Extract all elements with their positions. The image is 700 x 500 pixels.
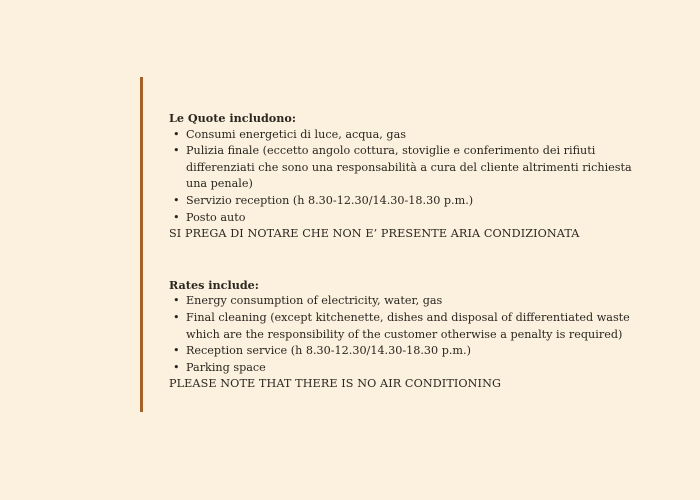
list-item-text: Consumi energetici di luce, acqua, gas — [186, 127, 406, 141]
list-item-text: Posto auto — [186, 210, 246, 224]
bullet-icon: • — [173, 310, 180, 324]
list-item — [169, 193, 649, 210]
bullet-icon: • — [173, 210, 180, 224]
italian-title: Le Quote includono: — [169, 111, 296, 125]
rates-info — [169, 110, 649, 393]
italian-list — [169, 127, 649, 227]
list-item-text: Pulizia finale (eccetto angolo cottura, stoviglie e conferimento dei rifiuti differenziati che sono una responsabilità a cura del cliente altrimenti richiesta una penale) — [186, 144, 632, 191]
list-item — [169, 293, 649, 310]
english-list — [169, 293, 649, 376]
section-spacer — [169, 243, 649, 277]
bullet-icon: • — [173, 294, 180, 308]
italian-note: SI PREGA DI NOTARE CHE NON E’ PRESENTE ARIA CONDIZIONATA — [169, 227, 580, 241]
bullet-icon: • — [173, 344, 180, 358]
list-item — [169, 360, 649, 377]
english-note: PLEASE NOTE THAT THERE IS NO AIR CONDITIONING — [169, 377, 502, 391]
bullet-icon: • — [173, 127, 180, 141]
list-item-text: Final cleaning (except kitchenette, dishes and disposal of differentiated waste which are the responsibility of the customer otherwise a penalty is required) — [186, 310, 630, 341]
italian-section — [169, 110, 649, 243]
list-item-text: Parking space — [186, 360, 266, 374]
list-item — [169, 343, 649, 360]
english-section — [169, 277, 649, 393]
list-item — [169, 310, 649, 343]
bullet-icon: • — [173, 144, 180, 158]
list-item-text: Servizio reception (h 8.30-12.30/14.30-18.30 p.m.) — [186, 193, 474, 207]
list-item — [169, 210, 649, 227]
list-item-text: Reception service (h 8.30-12.30/14.30-18.30 p.m.) — [186, 344, 471, 358]
list-item-text: Energy consumption of electricity, water, gas — [186, 294, 443, 308]
list-item — [169, 127, 649, 144]
accent-bar — [140, 77, 143, 412]
english-title: Rates include: — [169, 277, 259, 292]
bullet-icon: • — [173, 193, 180, 207]
bullet-icon: • — [173, 360, 180, 374]
list-item — [169, 143, 649, 193]
